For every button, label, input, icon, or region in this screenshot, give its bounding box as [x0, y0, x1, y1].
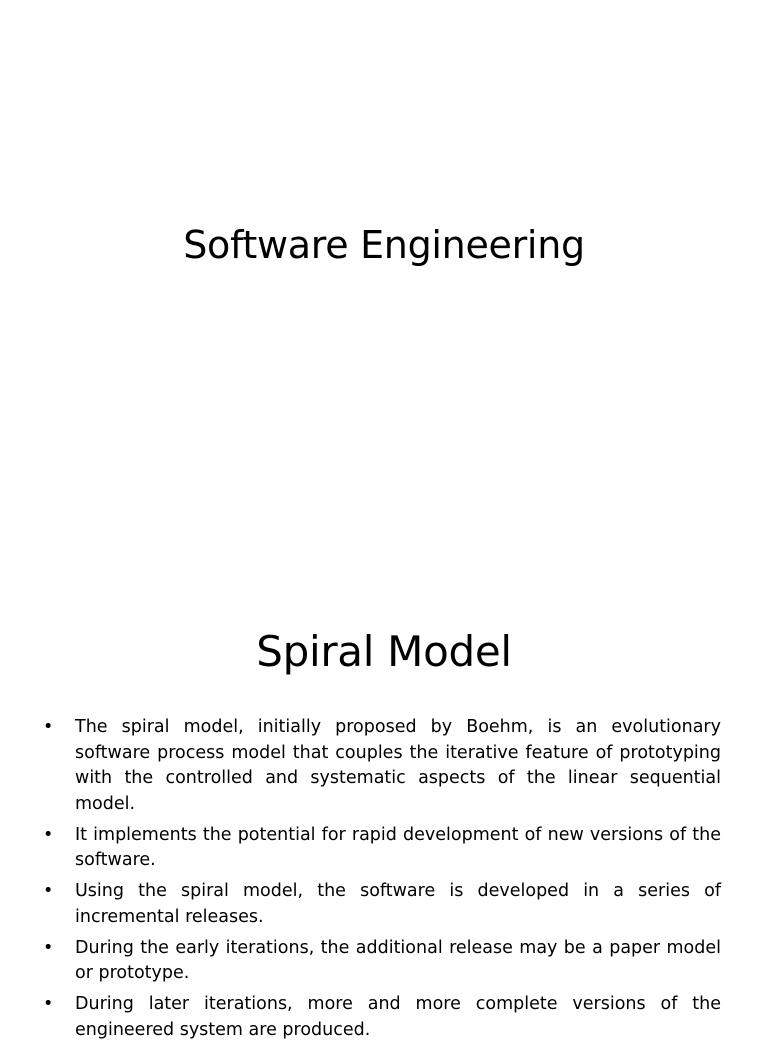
bullet-text: It implements the potential for rapid development of new versions of the software. [75, 824, 721, 870]
bullet-text: During later iterations, more and more complete versions of the engineered system are produced. [75, 994, 721, 1040]
list-item [40, 879, 721, 930]
slide-title-software-engineering: Software Engineering [183, 223, 585, 267]
bullet-list [40, 715, 721, 1049]
list-item [40, 992, 721, 1043]
slide-title-spiral-model: Spiral Model [256, 627, 512, 676]
list-item [40, 823, 721, 874]
bullet-icon: • [43, 937, 54, 958]
bullet-icon: • [43, 881, 54, 901]
bullet-icon: • [43, 994, 54, 1014]
list-item [40, 715, 721, 817]
list-item [40, 936, 721, 987]
bullet-icon: • [43, 717, 54, 737]
bullet-icon: • [43, 824, 54, 845]
bullet-text: Using the spiral model, the software is developed in a series of incremental releases. [75, 881, 721, 927]
bullet-text: The spiral model, initially proposed by Boehm, is an evolutionary software process model that couples the iterative feature of prototyping with the controlled and systematic aspects of the linear sequential model. [75, 717, 721, 814]
bullet-text: During the early iterations, the additional release may be a paper model or prototype. [75, 937, 721, 983]
